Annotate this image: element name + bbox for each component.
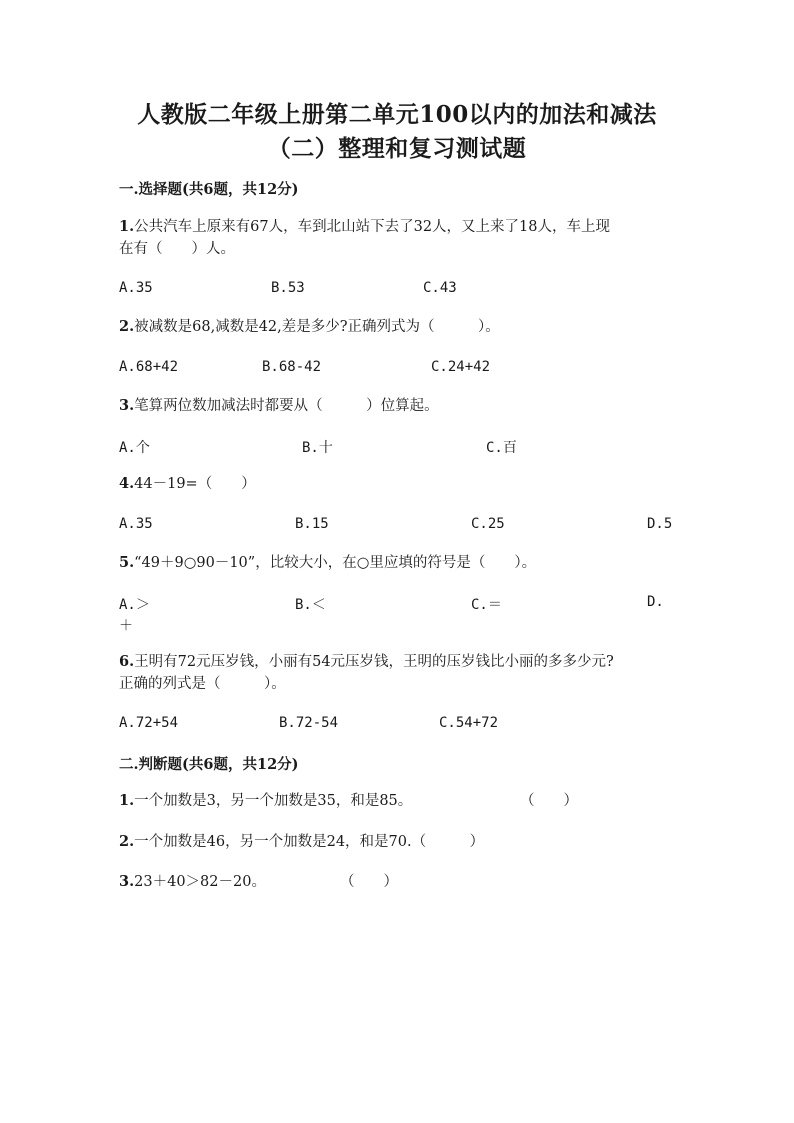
option-a[interactable]: A.个 bbox=[119, 440, 150, 456]
question-text: 被减数是68,减数是42,差是多少?正确列式为（ ）。 bbox=[134, 319, 500, 335]
option-a[interactable]: A.72+54 bbox=[119, 715, 179, 731]
question-1 bbox=[119, 216, 679, 260]
option-b[interactable]: B.十 bbox=[302, 440, 333, 456]
question-5 bbox=[119, 552, 679, 574]
option-a[interactable]: A.＞ bbox=[119, 597, 150, 613]
answer-paren[interactable]: （ ） bbox=[520, 793, 578, 809]
question-2 bbox=[119, 316, 679, 338]
option-b[interactable]: B.68-42 bbox=[262, 359, 322, 375]
question-number: 4. bbox=[119, 475, 135, 492]
option-a[interactable]: A.35 bbox=[119, 516, 153, 532]
question-4 bbox=[119, 473, 679, 495]
question-number: 2. bbox=[119, 318, 135, 335]
option-b[interactable]: B.15 bbox=[295, 516, 329, 532]
section-heading-judgment: 二.判断题(共6题，共12分) bbox=[119, 756, 299, 773]
question-number: 1. bbox=[119, 792, 135, 809]
section-heading-choice: 一.选择题(共6题，共12分) bbox=[119, 181, 299, 198]
option-a[interactable]: A.68+42 bbox=[119, 359, 179, 375]
option-b[interactable]: B.＜ bbox=[295, 597, 326, 613]
option-d[interactable]: D.5 bbox=[647, 516, 673, 532]
question-6 bbox=[119, 651, 679, 695]
question-number: 3. bbox=[119, 397, 135, 414]
option-c[interactable]: C.百 bbox=[486, 440, 517, 456]
page-subtitle: （二）整理和复习测试题 bbox=[267, 135, 527, 162]
page-title: 人教版二年级上册第二单元100以内的加法和减法 bbox=[137, 101, 657, 128]
judgment-2 bbox=[119, 831, 679, 853]
option-c[interactable]: C.25 bbox=[471, 516, 505, 532]
option-b[interactable]: B.53 bbox=[271, 280, 305, 296]
question-number: 1. bbox=[119, 218, 135, 235]
question-text-cont: 正确的列式是（ ）。 bbox=[119, 676, 286, 692]
question-text: 23＋40＞82－20。 bbox=[134, 874, 266, 890]
option-b[interactable]: B.72-54 bbox=[279, 715, 339, 731]
question-3 bbox=[119, 395, 679, 417]
question-number: 5. bbox=[119, 554, 135, 571]
question-number: 3. bbox=[119, 873, 135, 890]
question-text: “49＋9○90－10”，比较大小，在○里应填的符号是（ ）。 bbox=[134, 555, 537, 571]
question-text: 一个加数是46，另一个加数是24，和是70.（ ） bbox=[134, 834, 485, 850]
option-d[interactable]: D. bbox=[647, 594, 664, 610]
question-text: 笔算两位数加减法时都要从（ ）位算起。 bbox=[134, 398, 439, 414]
question-number: 2. bbox=[119, 833, 135, 850]
answer-paren[interactable]: （ ） bbox=[340, 874, 398, 890]
question-text-cont: 在有（ ）人。 bbox=[119, 241, 235, 257]
option-d-symbol[interactable]: ＋ bbox=[119, 618, 133, 634]
option-c[interactable]: C.＝ bbox=[471, 597, 502, 613]
option-c[interactable]: C.43 bbox=[423, 280, 457, 296]
question-text: 44－19=（ ） bbox=[134, 476, 256, 492]
option-a[interactable]: A.35 bbox=[119, 280, 153, 296]
question-text: 公共汽车上原来有67人，车到北山站下去了32人，又上来了18人，车上现 bbox=[134, 219, 610, 235]
option-c[interactable]: C.24+42 bbox=[431, 359, 491, 375]
question-number: 6. bbox=[119, 653, 135, 670]
question-text: 王明有72元压岁钱，小丽有54元压岁钱，王明的压岁钱比小丽的多多少元? bbox=[134, 654, 614, 670]
question-text: 一个加数是3，另一个加数是35，和是85。 bbox=[134, 793, 413, 809]
option-c[interactable]: C.54+72 bbox=[439, 715, 499, 731]
